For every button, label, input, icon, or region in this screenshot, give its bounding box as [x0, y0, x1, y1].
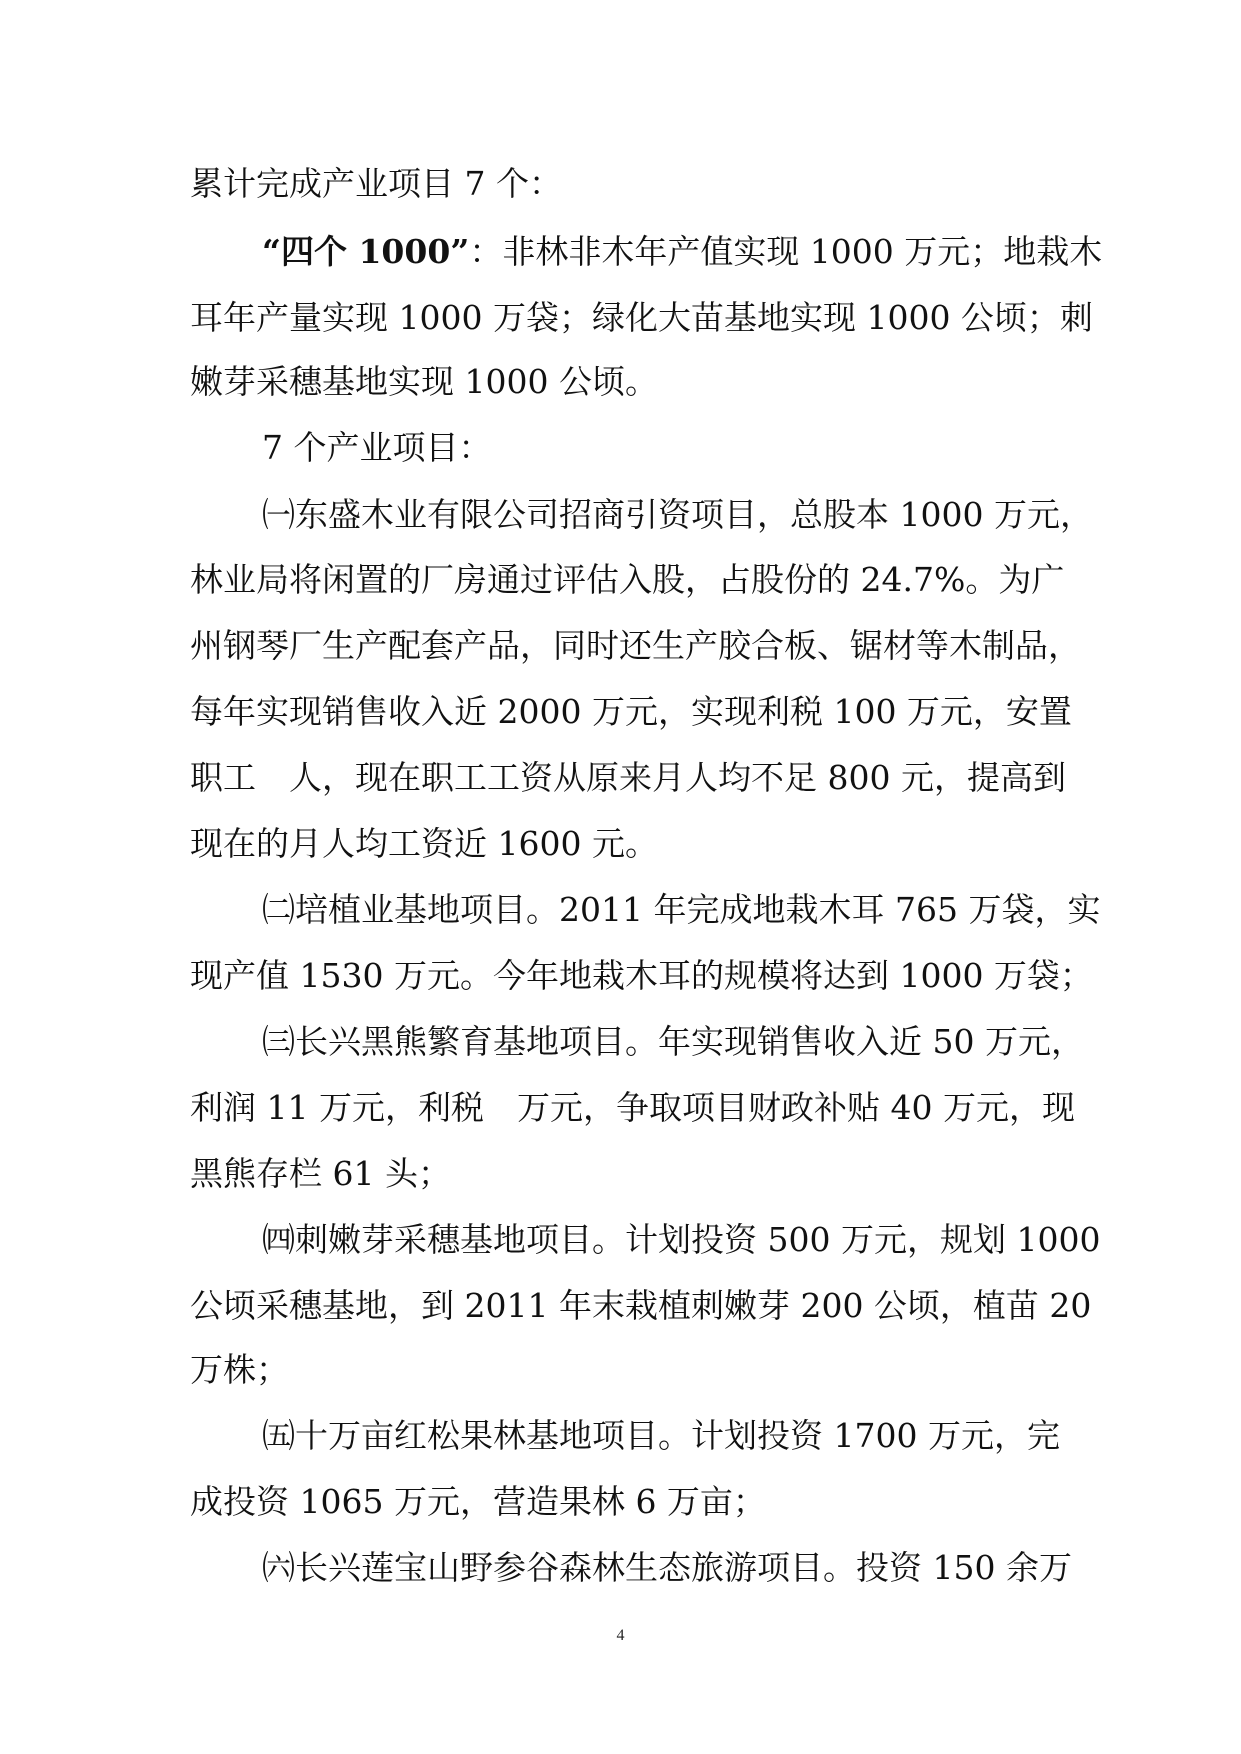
text-line: ㈢长兴黑熊繁育基地项目。年实现销售收入近 50 万元，: [262, 1022, 1084, 1061]
text-line: 职工 人，现在职工工资从原来月人均不足 800 元，提高到: [190, 758, 1066, 797]
text-line: 万株；: [190, 1350, 289, 1389]
bold-heading-four-1000: “四个 1000”: [262, 232, 470, 271]
text-line: 利润 11 万元，利税 万元，争取项目财政补贴 40 万元，现: [190, 1088, 1075, 1127]
text-line: 林业局将闲置的厂房通过评估入股，占股份的 24.7%。为广: [190, 560, 1065, 599]
text-line: ㈡培植业基地项目。2011 年完成地栽木耳 765 万袋，实: [262, 890, 1101, 929]
text-line-continuation: ：非林非木年产值实现 1000 万元；地栽木: [469, 232, 1103, 271]
text-line: 公顷采穗基地，到 2011 年末栽植刺嫩芽 200 公顷，植苗 20: [190, 1286, 1092, 1325]
text-line: 耳年产量实现 1000 万袋；绿化大苗基地实现 1000 公顷；刺: [190, 298, 1093, 337]
text-line: 7 个产业项目：: [262, 428, 492, 467]
text-line: 累计完成产业项目 7 个：: [190, 164, 562, 203]
text-line: ㈠东盛木业有限公司招商引资项目，总股本 1000 万元，: [262, 495, 1093, 534]
text-line: [190, 232, 1103, 272]
text-line: 现产值 1530 万元。今年地栽木耳的规模将达到 1000 万袋；: [190, 956, 1093, 995]
text-line: 每年实现销售收入近 2000 万元，实现利税 100 万元，安置: [190, 692, 1072, 731]
text-line: ㈣刺嫩芽采穗基地项目。计划投资 500 万元，规划 1000: [262, 1220, 1101, 1259]
text-line: 现在的月人均工资近 1600 元。: [190, 824, 658, 863]
text-line: 嫩芽采穗基地实现 1000 公顷。: [190, 362, 658, 401]
text-line: 州钢琴厂生产配套产品，同时还生产胶合板、锯材等木制品，: [190, 626, 1081, 665]
text-line: 成投资 1065 万元，营造果林 6 万亩；: [190, 1482, 766, 1521]
page-number: 4: [616, 1627, 625, 1644]
text-line: ㈥长兴莲宝山野参谷森林生态旅游项目。投资 150 余万: [262, 1548, 1072, 1587]
text-line: ㈤十万亩红松果林基地项目。计划投资 1700 万元，完: [262, 1416, 1060, 1455]
text-line: 黑熊存栏 61 头；: [190, 1154, 451, 1193]
